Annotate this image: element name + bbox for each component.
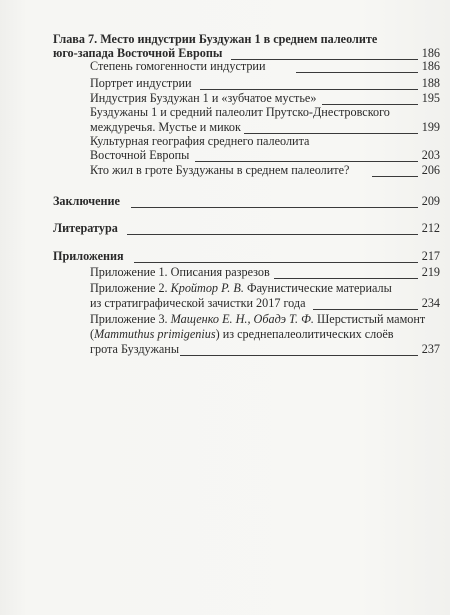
toc-entry-title-line2: Восточной Европы — [90, 148, 190, 162]
toc-entry-title: Приложения — [53, 249, 124, 263]
dot-leader — [195, 161, 418, 162]
dot-leader — [127, 234, 418, 235]
dot-leader — [134, 262, 418, 263]
toc-entry[interactable] — [0, 59, 450, 74]
toc-entry-appendix-1[interactable] — [0, 265, 450, 280]
paren-open: ( — [90, 327, 95, 341]
appendix-title: Шерстистый мамонт — [313, 312, 426, 326]
toc-entry[interactable] — [0, 76, 450, 91]
author-name: Кройтор Р. В. — [170, 281, 244, 295]
page-number: 199 — [421, 120, 440, 134]
chapter-7-title-line2: юго-запада Восточной Европы — [53, 46, 223, 60]
page-number: 206 — [421, 163, 440, 177]
latin-name: Mammuthus primigenius — [94, 327, 216, 341]
toc-entry-title: Приложение 1. Описания разрезов — [90, 265, 270, 279]
page-number: 217 — [421, 249, 440, 263]
toc-entry-title: Индустрия Буздужан 1 и «зубчатое мустье» — [90, 91, 317, 105]
appendix-title: Фаунистические материалы — [243, 281, 392, 295]
page-number: 186 — [421, 46, 440, 60]
toc-entry-title: Портрет индустрии — [90, 76, 192, 90]
toc-entry-title: Заключение — [53, 194, 120, 208]
toc-entry-title-line3: грота Буздужаны — [90, 342, 180, 356]
toc-entry-title: Степень гомогенности индустрии — [90, 59, 266, 73]
page-number: 188 — [421, 76, 440, 90]
appendix-prefix: Приложение 3. — [90, 312, 171, 326]
toc-entry-title: Кто жил в гроте Буздужаны в среднем палеолите? — [90, 163, 350, 177]
toc-entry-appendix-3[interactable] — [0, 342, 450, 357]
toc-entry-appendices[interactable] — [0, 249, 450, 264]
dot-leader — [313, 309, 418, 310]
appendix-title-cont: ) из среднепалеолитических слоёв — [215, 327, 394, 341]
page-number: 209 — [421, 194, 440, 208]
dot-leader — [296, 72, 418, 73]
toc-entry-appendix-2[interactable] — [0, 296, 450, 311]
chapter-7-title-line1: Глава 7. Место индустрии Буздужан 1 в среднем палеолите — [53, 32, 378, 46]
toc-entry[interactable] — [0, 91, 450, 106]
toc-entry-title-line2: междуречья. Мустье и микок — [90, 120, 241, 134]
dot-leader — [131, 207, 418, 208]
toc-entry-title-line2: из стратиграфической зачистки 2017 года — [90, 296, 306, 310]
toc-entry[interactable] — [0, 148, 450, 163]
dot-leader — [274, 278, 418, 279]
page-number: 234 — [421, 296, 440, 310]
toc-entry[interactable] — [0, 120, 450, 135]
page-number: 186 — [421, 59, 440, 73]
page-number: 219 — [421, 265, 440, 279]
author-names: Мащенко Е. Н., Обадэ Т. Ф. — [170, 312, 314, 326]
toc-entry[interactable] — [0, 163, 450, 178]
appendix-prefix: Приложение 2. — [90, 281, 171, 295]
page-number: 195 — [421, 91, 440, 105]
dot-leader — [180, 355, 418, 356]
page-number: 203 — [421, 148, 440, 162]
toc-entry-conclusion[interactable] — [0, 194, 450, 209]
toc-entry-title-line1: Буздужаны 1 и средний палеолит Прутско-Днестровского — [90, 105, 390, 119]
dot-leader — [200, 89, 418, 90]
toc-entry-literature[interactable] — [0, 221, 450, 236]
toc-entry-appendix-2-line1 — [90, 281, 392, 296]
toc-entry-appendix-3-line2 — [90, 327, 393, 342]
toc-entry-title: Литература — [53, 221, 118, 235]
toc-entry-appendix-3-line1 — [90, 312, 425, 327]
toc-entry-title-line1: Культурная география среднего палеолита — [90, 134, 310, 148]
page-number: 237 — [421, 342, 440, 356]
page-number: 212 — [421, 221, 440, 235]
